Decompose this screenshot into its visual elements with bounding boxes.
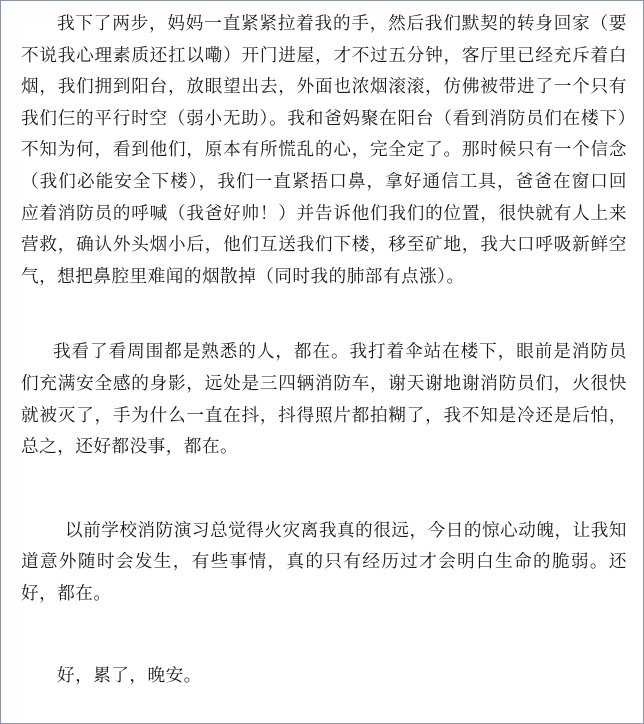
paragraph-2: 我看了看周围都是熟悉的人，都在。我打着伞站在楼下，眼前是消防员们充满安全感的身影，远处是三四辆消防车，谢天谢地谢消防员们，火很快就被灭了，手为什么一直在抖，抖得照片都拍糊了，我不知是冷还是后怕，总之，还好都没事，都在。: [21, 342, 627, 458]
paragraph-3: 以前学校消防演习总觉得火灾离我真的很远，今日的惊心动魄，让我知道意外随时会发生，有些事情，真的只有经历过才会明白生命的脆弱。还好，都在。: [21, 520, 627, 604]
paragraph-spacer: [21, 464, 627, 516]
paragraph-1: 我下了两步，妈妈一直紧紧拉着我的手，然后我们默契的转身回家（要不说我心理素质还扛以嘞）开门进屋，才不过五分钟，客厅里已经充斥着白烟，我们拥到阳台，放眼望出去，外面也浓烟滚滚，仿佛被带进了一个只有我们仨的平行时空（弱小无助）。我和爸妈聚在阳台（看到消防员们在楼下）不知为何，看到他们，原本有所慌乱的心，完全定了。那时候只有一个信念（我们必能安全下楼），我们一直紧捂口鼻，拿好通信工具，爸爸在窗口回应着消防员的呼喊（我爸好帅！）并告诉他们我们的位置，很快就有人上来营救，确认外头烟小后，他们互送我们下楼，移至矿地，我大口呼吸新鲜空气，想把鼻腔里难闻的烟散掉（同时我的肺部有点涨）。: [21, 14, 627, 287]
document-body: [21, 9, 627, 692]
paragraph-4: 好，累了，晚安。: [57, 665, 202, 686]
paragraph-spacer: [21, 611, 627, 661]
paragraph-spacer: [21, 293, 627, 337]
